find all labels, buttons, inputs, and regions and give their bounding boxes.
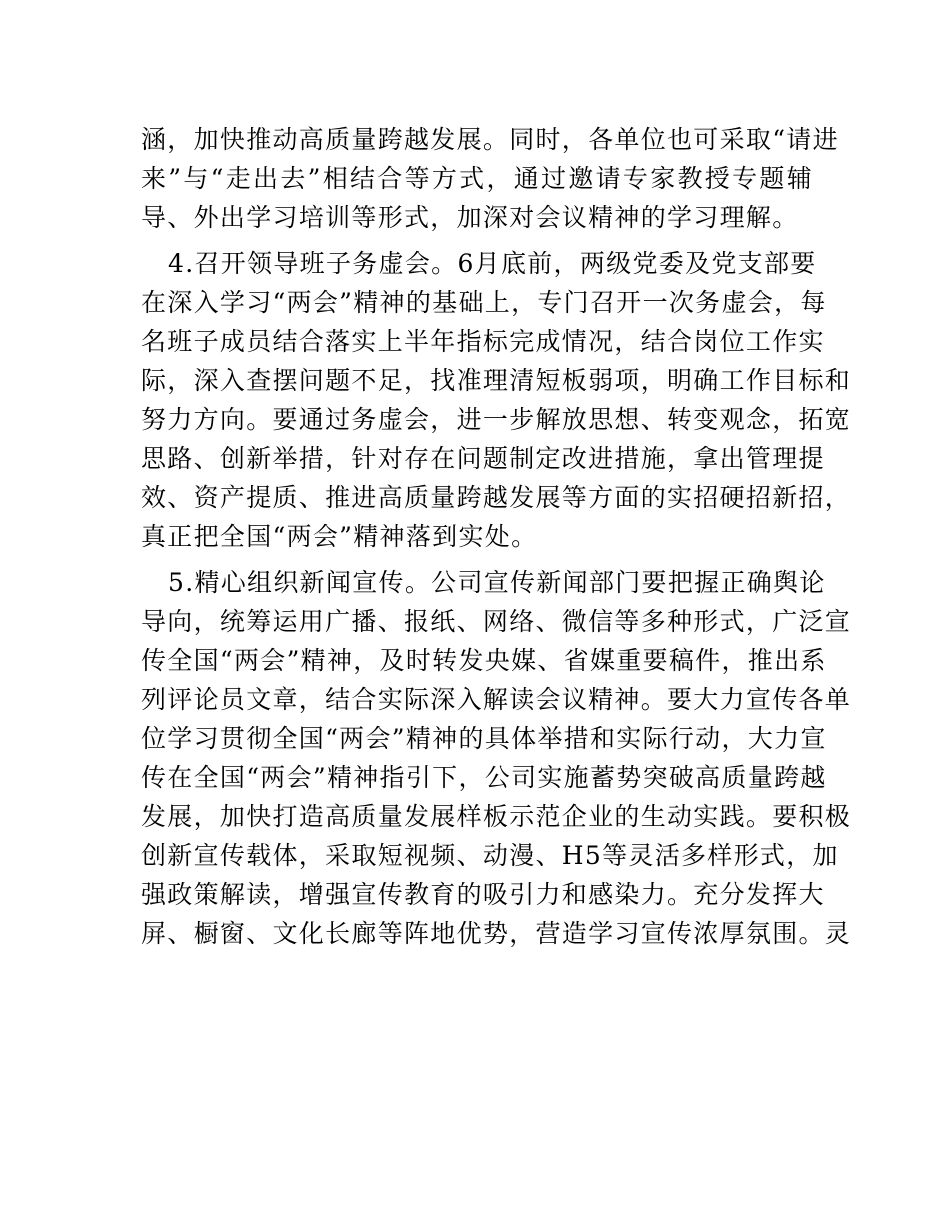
text-line: 5.精心组织新闻宣传。公司宣传新闻部门要把握正确舆论 bbox=[168, 568, 826, 597]
text-line: 4.召开领导班子务虚会。6月底前，两级党委及党支部要 bbox=[168, 249, 817, 278]
text-line: 位学习贯彻全国“两会”精神的具体举措和实际行动，大力宣 bbox=[141, 724, 827, 753]
text-line: 效、资产提质、推进高质量跨越发展等方面的实招硬招新招， bbox=[141, 483, 852, 512]
text-line: 真正把全国“两会”精神落到实处。 bbox=[141, 522, 538, 551]
text-line: 涵，加快推动高质量跨越发展。同时，各单位也可采取“请进 bbox=[141, 125, 839, 154]
text-line: 强政策解读，增强宣传教育的吸引力和感染力。充分发挥大 bbox=[141, 880, 825, 909]
text-line: 传在全国“两会”精神指引下，公司实施蓄势突破高质量跨越 bbox=[141, 763, 827, 792]
document-body bbox=[141, 120, 852, 953]
paragraph-1 bbox=[141, 120, 839, 237]
text-line: 在深入学习“两会”精神的基础上，专门召开一次务虚会，每 bbox=[141, 288, 827, 317]
text-line: 际，深入查摆问题不足，找准理清短板弱项，明确工作目标和 bbox=[141, 366, 852, 395]
paragraph-2 bbox=[141, 244, 852, 556]
text-line: 屏、橱窗、文化长廊等阵地优势，营造学习宣传浓厚氛围。灵 bbox=[141, 919, 852, 948]
text-line: 思路、创新举措，针对存在问题制定改进措施，拿出管理提 bbox=[141, 444, 825, 473]
text-line: 创新宣传载体，采取短视频、动漫、H5等灵活多样形式，加 bbox=[141, 841, 839, 870]
text-line: 努力方向。要通过务虚会，进一步解放思想、转变观念，拓宽 bbox=[141, 405, 852, 434]
text-line: 传全国“两会”精神，及时转发央媒、省媒重要稿件，推出系 bbox=[141, 646, 827, 675]
text-line: 发展，加快打造高质量发展样板示范企业的生动实践。要积极 bbox=[141, 802, 852, 831]
text-line: 导、外出学习培训等形式，加深对会议精神的学习理解。 bbox=[141, 203, 799, 232]
paragraph-3 bbox=[141, 563, 852, 953]
text-line: 列评论员文章，结合实际深入解读会议精神。要大力宣传各单 bbox=[141, 685, 852, 714]
text-line: 名班子成员结合落实上半年指标完成情况，结合岗位工作实 bbox=[141, 327, 825, 356]
text-line: 来”与“走出去”相结合等方式，通过邀请专家教授专题辅 bbox=[141, 164, 813, 193]
text-line: 导向，统筹运用广播、报纸、网络、微信等多种形式，广泛宣 bbox=[141, 607, 852, 636]
